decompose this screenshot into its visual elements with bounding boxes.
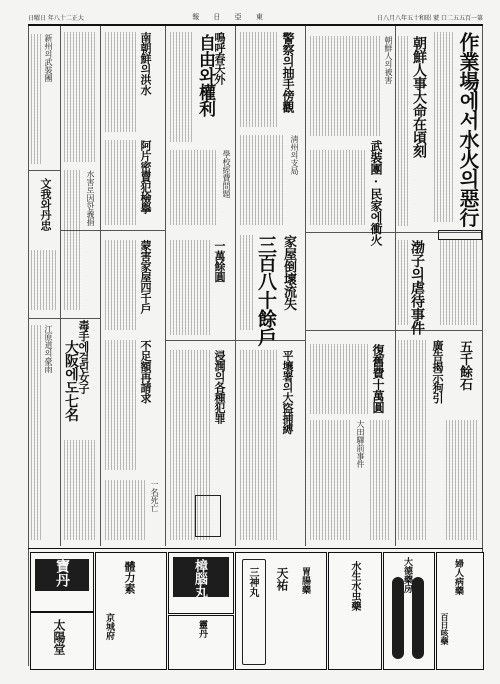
article-text-block — [240, 350, 278, 540]
ad-separator-rule — [28, 548, 483, 549]
article-text-block — [434, 32, 454, 222]
short-text: 淸州의支局 — [290, 135, 299, 175]
small-box — [195, 495, 221, 537]
masthead — [28, 10, 483, 26]
ad-box — [95, 552, 167, 670]
small-box — [438, 230, 482, 240]
masthead-center: 報 日 亞 東 — [192, 13, 269, 21]
headline-myobo: 渤子의虐待事件 — [409, 240, 425, 335]
article-text-block — [64, 32, 96, 162]
article-text-block — [105, 480, 145, 540]
article-text-block — [105, 140, 137, 225]
ad-text: 三神丸 — [247, 567, 258, 597]
ad-text: 靈丹 — [197, 620, 207, 638]
short-text: 江原道의豪雨 — [44, 325, 53, 373]
ad-box — [235, 552, 327, 670]
headline-nam: 南朝鮮의洪水 — [139, 32, 152, 95]
article-text-block — [170, 32, 192, 142]
masthead-left: 日曜日 年八十二正大 — [28, 14, 84, 22]
ad-text: 京城府 — [104, 613, 114, 640]
article-text-block — [31, 250, 57, 310]
article-text-block — [105, 340, 137, 470]
ad-text: 大德藥房 — [402, 557, 412, 593]
ad-box — [436, 552, 484, 670]
article-text-block — [440, 240, 478, 325]
headline-ajin: 阿片密賣犯檢擧 — [139, 140, 152, 214]
headline-mongji: 蒙害家屋四千戶 — [139, 240, 152, 314]
headline-jayu: 自由와權利 — [195, 34, 215, 117]
headline-chuhoe: 鳴呼春天外 — [213, 32, 226, 85]
headline-oshi: 五千餘石 — [457, 340, 472, 390]
section-rule — [165, 340, 305, 341]
headline-samsaek: 三百八十餘戶 — [255, 235, 277, 346]
headline-dokuba: 毒手에걸린女子 — [77, 320, 90, 394]
short-text: 一名死亡 — [150, 480, 159, 512]
ad-text: 百日咳藥 — [440, 613, 450, 645]
article-text-block — [446, 420, 478, 540]
ad-text: 樟腦丸 — [192, 559, 207, 598]
headline-t4: 文我와丹忠 — [39, 178, 52, 231]
column-rule — [100, 26, 101, 546]
article-text-block — [240, 32, 278, 127]
short-text: 大田驛前事件 — [356, 420, 365, 468]
section-rule — [305, 330, 482, 331]
headline-musu: 武裝團·民家에衝火 — [369, 140, 383, 246]
headline-ganok: 家屋倒壞流失 — [281, 235, 296, 310]
column-rule — [165, 26, 166, 546]
article-text-block — [398, 340, 428, 540]
bottle-icon — [412, 577, 424, 659]
headline-samchim: 浸潤의各種犯罪 — [213, 350, 226, 424]
article-text-block — [310, 344, 368, 414]
article-text-block — [310, 36, 380, 136]
article-text-block — [398, 240, 408, 325]
article-text-block — [31, 34, 41, 164]
ad-box — [383, 552, 435, 670]
headline-ppyeom: 平壤署의大盜捕縛 — [281, 350, 294, 434]
headline-jokuk: 復舊費十萬圓 — [371, 344, 385, 413]
left-border — [28, 26, 29, 666]
masthead-right: 日八月八年五十和昭 號 口二五五百一第 — [377, 14, 483, 22]
ad-text: 婦人病藥 — [453, 559, 463, 595]
ad-box — [30, 552, 94, 612]
article-text-block — [64, 440, 96, 540]
ad-box — [328, 552, 382, 670]
ad-box — [30, 612, 94, 670]
article-text-block — [240, 135, 285, 225]
article-text-block — [105, 32, 137, 132]
short-text: 朝鮮人의被害 — [384, 36, 393, 84]
article-text-block — [170, 240, 210, 335]
article-text-block — [398, 36, 410, 226]
ad-text: 天祐 — [275, 567, 289, 591]
column-rule — [395, 26, 396, 546]
article-text-block — [310, 150, 366, 225]
sub-headline: 朝鮮人事大命在頃刻 — [411, 36, 427, 158]
short-text: 新州의武裝團 — [44, 34, 53, 82]
ad-box — [168, 552, 234, 614]
article-text-block — [105, 240, 137, 330]
column-rule — [305, 26, 306, 546]
headline-osaka: 大阪에도七名 — [63, 340, 79, 421]
short-text: 學校經費問題 — [222, 150, 231, 198]
main-headline: 作業場에서水火의惡行 — [456, 32, 480, 227]
article-text-block — [370, 420, 390, 540]
ad-text: 胃腸藥 — [300, 567, 310, 594]
ad-box — [168, 615, 234, 670]
ad-text: 水生水虫藥 — [349, 561, 360, 611]
article-text-block — [170, 150, 218, 225]
headline-gwija: 警察의抽手傍觀 — [281, 32, 295, 113]
column-rule — [60, 26, 61, 546]
article-text-block — [240, 235, 254, 330]
short-text: 水害로因한義捐 — [86, 170, 95, 226]
column-rule — [235, 26, 236, 546]
ad-text: 體力素 — [123, 561, 136, 594]
article-text-block — [64, 170, 82, 310]
headline-gwangsim: 廣告揭示狗引 — [431, 340, 444, 403]
article-text-block — [310, 420, 352, 540]
section-rule — [28, 318, 100, 319]
headline-irmandong: 一萬餘圓 — [213, 240, 226, 282]
ad-text: 寶丹 — [54, 559, 70, 587]
article-text-block — [31, 325, 41, 540]
ad-text: 太陽堂 — [52, 619, 66, 655]
section-rule — [28, 170, 60, 171]
headline-bulsung: 不足額再請求 — [139, 340, 152, 403]
